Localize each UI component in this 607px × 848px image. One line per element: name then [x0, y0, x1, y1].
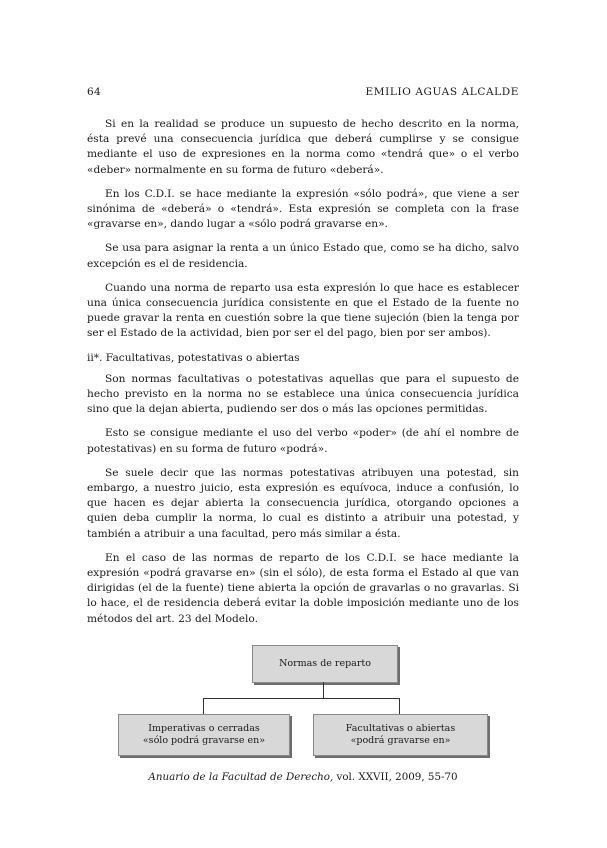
connector-horizontal	[203, 698, 400, 699]
connector-vertical-right	[399, 698, 400, 714]
connector-vertical-left	[203, 698, 204, 714]
facultative-label: Facultativas o abiertas	[345, 723, 456, 734]
paragraph-2: En los C.D.I. se hace mediante la expresión «sólo podrá», que viene a ser sinónima de «deberá» o «tendrá». Esta expresión se completa con la frase «gravarse en», dando lugar a «sólo podrá gravarse en».	[87, 187, 519, 231]
section-heading: ii*. Facultativas, potestativas o abiertas	[87, 351, 300, 364]
classification-diagram	[118, 645, 492, 760]
diagram-imperative-box	[118, 714, 290, 756]
journal-title: Anuario de la Facultad de Derecho,	[148, 771, 334, 783]
connector-vertical-root	[323, 682, 324, 698]
imperative-label: Imperativas o cerradas	[148, 723, 260, 734]
page-footer	[87, 771, 519, 783]
journal-details: vol. XXVII, 2009, 55-70	[333, 771, 458, 783]
paragraph-6: Esto se consigue mediante el uso del verbo «poder» (de ahí el nombre de potestativas) en su forma de futuro «podrá».	[87, 427, 519, 455]
paragraph-8: En el caso de las normas de reparto de los C.D.I. se hace mediante la expresión «podrá gravarse en» (sin el sólo), de esta forma el Estado al que van dirigidas (el de la fuente) tiene abierta la opción de gravarlas o no gravarlas. Si lo hace, el de residencia deberá evitar la doble imposición mediante uno de los métodos del art. 23 del Modelo.	[87, 551, 519, 625]
facultative-expression: «podrá gravarse en»	[350, 735, 451, 746]
diagram-root-label: Normas de reparto	[279, 658, 371, 669]
paragraph-5: Son normas facultativas o potestativas aquellas que para el supuesto de hecho previsto en la norma no se establece una única consecuencia jurídica sino que la dejan abierta, pudiendo ser dos o más las opciones permitidas.	[87, 372, 519, 416]
running-author: EMILIO AGUAS ALCALDE	[365, 86, 519, 98]
paragraph-4: Cuando una norma de reparto usa esta expresión lo que hace es establecer una única consecuencia jurídica consistente en que el Estado de la fuente no puede gravar la renta en cuestión sobre la que tiene sujeción (bien la tenga por ser el Estado de la actividad, bien por ser el del pago, bien por ser ambos).	[87, 281, 519, 340]
body-text	[87, 117, 519, 636]
diagram-root-box	[252, 645, 398, 683]
imperative-expression: «sólo podrá gravarse en»	[142, 735, 266, 746]
page-number: 64	[87, 86, 101, 98]
running-header	[87, 86, 519, 98]
paragraph-3: Se usa para asignar la renta a un único Estado que, como se ha dicho, salvo excepción es el de residencia.	[87, 242, 519, 270]
diagram-facultative-box	[313, 714, 488, 756]
paragraph-7: Se suele decir que las normas potestativas atribuyen una potestad, sin embargo, a nuestro juicio, esta expresión es equívoca, induce a confusión, lo que hacen es dejar abierta la consecuencia jurídica, otorgando opciones a quien deba cumplir la norma, lo cual es distinto a atribuir una potestad, y también a atribuir a una facultad, pero más similar a ésta.	[87, 466, 519, 540]
paragraph-1: Si en la realidad se produce un supuesto de hecho descrito en la norma, ésta prevé una consecuencia jurídica que deberá cumplirse y se consigue mediante el uso de expresiones en la norma como «tendrá que» o el verbo «deber» normalmente en su forma de futuro «deberá».	[87, 118, 519, 176]
